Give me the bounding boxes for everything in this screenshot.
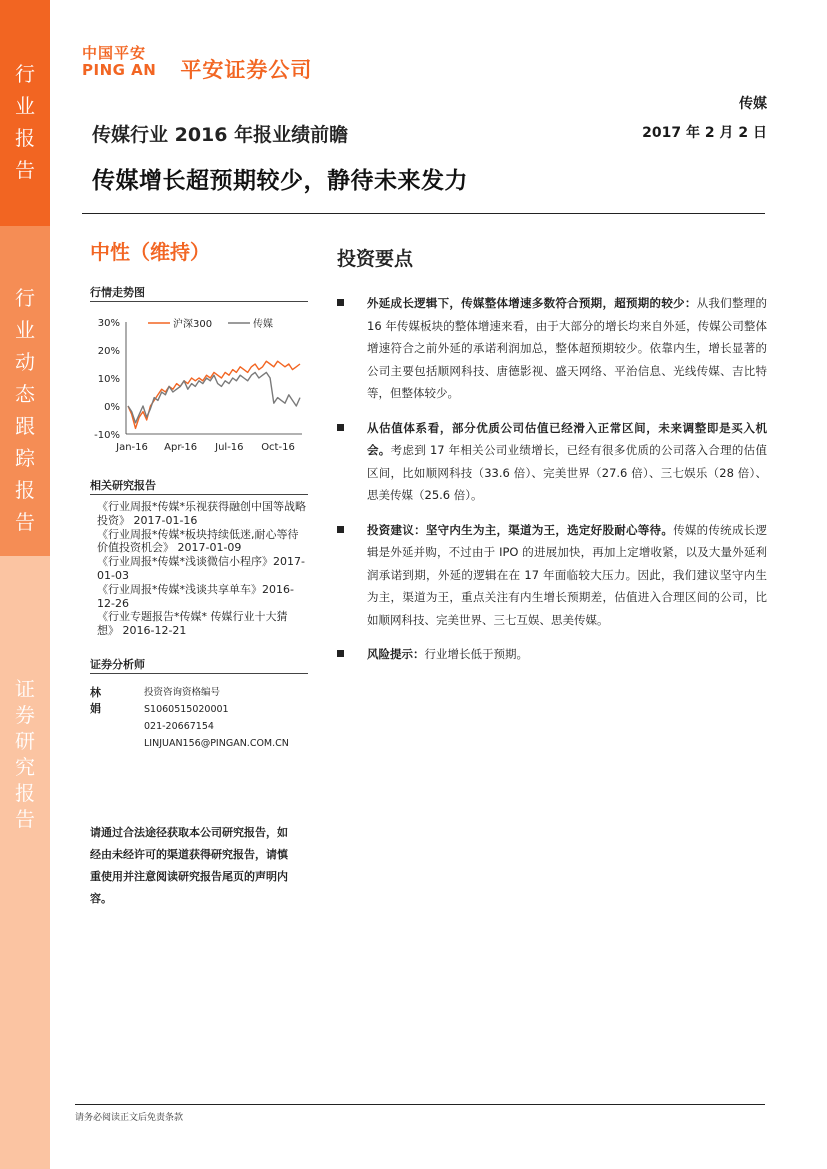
point-lead: 风险提示：	[367, 647, 425, 661]
y-tick-label: 30%	[97, 318, 120, 329]
sidebar-block-report-type	[0, 0, 50, 226]
analyst-name: 林娟	[90, 686, 101, 715]
sidebar-label-industry-report: 行业报告	[15, 62, 35, 182]
chart-section-title: 行情走势图	[90, 286, 145, 299]
y-tick-label: 20%	[97, 346, 120, 357]
investment-point	[337, 292, 767, 405]
analyst-email[interactable]: LINJUAN156@PINGAN.COM.CN	[144, 738, 289, 749]
series-line-0	[128, 361, 300, 428]
investment-points	[337, 292, 767, 678]
analyst-section-title: 证券分析师	[90, 658, 145, 671]
x-tick-label: Oct-16	[261, 442, 295, 453]
related-report-item[interactable]: 《行业周报*传媒*乐视获得融创中国等战略投资》 2017-01-16	[97, 500, 306, 527]
investment-point	[337, 417, 767, 507]
sidebar-block-research	[0, 556, 50, 1169]
point-text: 考虑到 17 年相关公司业绩增长，已经有很多优质的公司落入合理的估值区间，比如顺网科技（33.6 倍）、完美世界（27.6 倍）、三七娱乐（28 倍）、思美传媒（25.6 倍）。	[367, 443, 767, 502]
analyst-section-rule	[90, 673, 308, 674]
square-bullet-icon	[337, 650, 344, 657]
point-lead: 投资建议：坚守内生为主，渠道为王，选定好股耐心等待。	[367, 522, 674, 537]
square-bullet-icon	[337, 299, 344, 306]
point-lead: 从估值体系看，部分优质公司估值已经滑入正常区间，未来调整即是买入机会。	[367, 420, 767, 457]
logo-en-text: PING AN	[82, 61, 157, 79]
legend-label: 沪深300	[173, 319, 213, 330]
report-title: 传媒增长超预期较少，静待未来发力	[92, 168, 468, 194]
related-reports-list	[97, 500, 309, 638]
header-divider	[82, 213, 765, 214]
x-tick-label: Jul-16	[215, 442, 244, 453]
square-bullet-icon	[337, 424, 344, 431]
footer-disclaimer: 请务必阅读正文后免责条款	[75, 1113, 184, 1123]
related-report-item[interactable]: 《行业周报*传媒*浅谈共享单车》2016-12-26	[97, 582, 294, 610]
sidebar-block-report-kind	[0, 226, 50, 556]
related-section-rule	[90, 494, 308, 495]
trend-chart	[88, 308, 310, 460]
disclaimer-notice: 请通过合法途径获取本公司研究报告，如经由未经许可的渠道获得研究报告，请慎重使用并注意阅读研究报告尾页的声明内容。	[90, 826, 288, 905]
analyst-phone: 021-20667154	[144, 721, 214, 732]
investment-point	[337, 519, 767, 632]
report-subtitle: 传媒行业 2016 年报业绩前瞻	[92, 124, 349, 146]
related-report-item[interactable]: 《行业周报*传媒*板块持续低迷,耐心等待价值投资机会》 2017-01-09	[97, 527, 299, 555]
rating: 中性（维持）	[90, 240, 210, 264]
related-report-item[interactable]: 《行业专题报告*传媒* 传媒行业十大猜想》 2016-12-21	[97, 610, 288, 638]
series-line-1	[128, 372, 300, 422]
x-tick-label: Apr-16	[164, 442, 198, 453]
x-tick-label: Jan-16	[116, 442, 148, 453]
sidebar-label-securities-research: 证券研究报告	[15, 677, 35, 831]
industry-tag: 传媒	[739, 96, 767, 112]
report-date: 2017 年 2 月 2 日	[642, 125, 767, 141]
investment-point	[337, 643, 767, 666]
related-section-title: 相关研究报告	[90, 479, 156, 492]
y-tick-label: -10%	[94, 430, 120, 441]
investment-highlights-title: 投资要点	[337, 248, 414, 270]
sidebar-label-dynamic-tracking: 行业动态跟踪报告	[15, 286, 35, 534]
point-text: 从我们整理的 16 年传媒板块的整体增速来看，由于大部分的增长均来自外延，传媒公司整体增速符合之前外延的承诺利润加总，整体超预期较少。依靠内生，增长显著的公司主要包括顺网科技、唐德影视、盛天网络、平治信息、光线传媒、吉比特等，但整体较少。	[367, 296, 768, 400]
related-report-item[interactable]: 《行业周报*传媒*浅谈微信小程序》2017-01-03	[97, 555, 305, 582]
chart-section-rule	[90, 301, 308, 302]
logo-company-text: 平安证券公司	[180, 58, 313, 82]
logo-cn-text: 中国平安	[82, 44, 147, 62]
legend-label: 传媒	[253, 319, 273, 330]
pingan-logo	[82, 44, 312, 80]
footer-divider	[75, 1104, 765, 1105]
left-sidebar	[0, 0, 50, 1169]
point-text: 行业增长低于预期。	[424, 647, 528, 661]
point-text: 传媒的传统成长逻辑是外延并购，不过由于 IPO 的进展加快，再加上定增收紧，以及大量外延利润承诺到期，外延的逻辑在在 17 年面临较大压力。因此，我们建议坚守内生为主，渠道为王，重点关注有内生增长预期差，估值进入合理区间的公司，比如顺网科技、完美世界、三七互娱、思美传媒。	[367, 522, 768, 627]
square-bullet-icon	[337, 526, 344, 533]
y-tick-label: 10%	[97, 374, 120, 385]
analyst-cert-label: 投资咨询资格编号	[144, 687, 221, 698]
y-tick-label: 0%	[104, 402, 120, 413]
analyst-cert-number: S1060515020001	[144, 704, 229, 715]
point-lead: 外延成长逻辑下，传媒整体增速多数符合预期，超预期的较少：	[367, 296, 697, 310]
analyst-info	[144, 684, 344, 752]
